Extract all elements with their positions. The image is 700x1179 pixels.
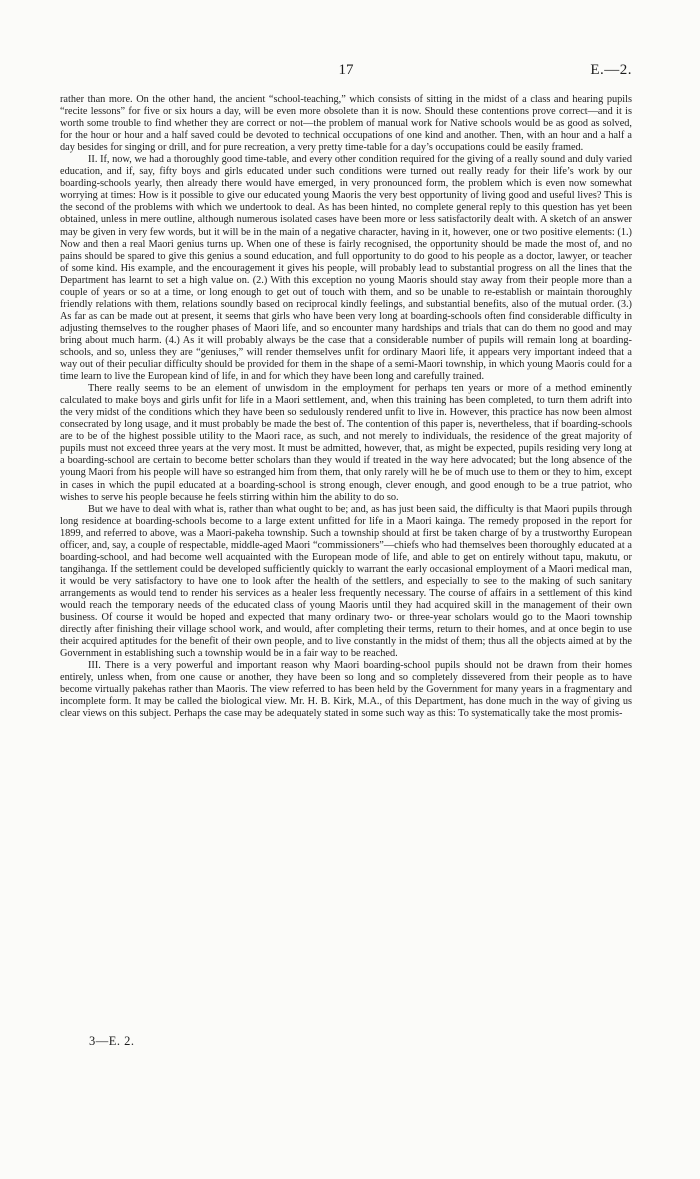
page-header	[60, 62, 632, 80]
signature-mark: 3—E. 2.	[89, 1034, 135, 1048]
paragraph: rather than more. On the other hand, the ancient “school-teaching,” which consists of sitting in the midst of a class and hearing pupils “recite lessons” for five or six hours a day, will be even more obsolete than it is now. Should these contentions prove correct—and it is worth some trouble to find whether they are correct or not—the problem of manual work for Native schools would be as good as solved, for the hour or hour and a half saved could be devoted to technical occupations of one kind and another. Then, with an hour and a half a day besides for singing or drill, and for pure recreation, a very pretty time-table for a day’s occupations could be easily framed.	[60, 94, 632, 154]
section-code: E.—2.	[590, 62, 632, 78]
paragraph: II. If, now, we had a thoroughly good time-table, and every other condition required for the giving of a really sound and duly varied education, and if, say, fifty boys and girls educated under such conditions were turned out really ready for their life’s work by our boarding-schools yearly, then already there would have emerged, in very pronounced form, the problem which is even now somewhat worrying at times: How is it possible to give our educated young Maoris the very best opportunity of living good and useful lives? This is the second of the problems with which we undertook to deal. As has been hinted, no complete general reply to this question has yet been obtained, unless in mere outline, although numerous isolated cases have been more or less satisfactorily dealt with. A sketch of an answer may be given in very few words, but it will be in the main of a negative character, having in it, however, one or two positive elements: (1.) Now and then a real Maori genius turns up. When one of these is fairly recognised, the opportunity should be made the most of, and no pains should be spared to give this genius a sound education, and full opportunity to do good to his people as a doctor, lawyer, or teacher of some kind. His example, and the encouragement it gives his people, will probably lead to substantial progress on all the lines that the Department has learnt to set a high value on. (2.) With this exception no young Maoris should stay away from their people more than a couple of years or so at a time, or long enough to get out of touch with them, and so be unable to re-establish or maintain thoroughly friendly relations with them, relations soundly based on reciprocal kindly feelings, and substantial benefits, also of the mutual order. (3.) As far as can be made out at present, it seems that girls who have been very long at boarding-schools often find considerable difficulty in adjusting themselves to the rougher phases of Maori life, and so encounter many hardships and trials that can do them no good and may bring about much harm. (4.) As it will probably always be the case that a considerable number of pupils will remain long at boarding-schools, and so, unless they are “geniuses,” will render themselves unfit for ordinary Maori life, it appears very important indeed that a way out of their peculiar difficulty should be provided for them in the shape of a semi-Maori township, in which young Maoris could for a time learn to live the European kind of life, in and for which they have been long and carefully trained.	[60, 154, 632, 383]
paragraph: III. There is a very powerful and important reason why Maori boarding-school pupils should not be drawn from their homes entirely, unless when, from one cause or another, they have been so long and so completely dissevered from their people as to have become virtually pakehas rather than Maoris. The view referred to has been held by the Government for many years in a fragmentary and incomplete form. It may be called the biological view. Mr. H. B. Kirk, M.A., of this Department, has done much in the way of giving us clear views on this subject. Perhaps the case may be adequately stated in some such way as this: To systematically take the most promis-	[60, 660, 632, 720]
page-number: 17	[338, 62, 354, 78]
body-text	[60, 94, 632, 720]
paragraph: There really seems to be an element of unwisdom in the employment for perhaps ten years or more of a method eminently calculated to make boys and girls unfit for life in a Maori settlement, and, when this training has been completed, to turn them adrift into the very midst of the conditions which they have been so sedulously rendered unfit to live in. However, this practice has now been almost consecrated by long usage, and it must probably be made the best of. The contention of this paper is, nevertheless, that if boarding-schools are to be of the highest possible utility to the Maori race, as such, and not merely to individuals, the residence of the great majority of pupils must not exceed three years at the very most. It must be admitted, however, that, as might be expected, pupils residing very long at a boarding-school are certain to become better scholars than they would if treated in the way here advocated; but the long absence of the young Maori from his people will have so estranged him from them, that only rarely will he be of much use to them or they to him, except in cases in which the pupil educated at a boarding-school is strong enough, clever enough, and good enough to be a true patriot, who wishes to serve his people because he feels stirring within him the ability to do so.	[60, 383, 632, 503]
paragraph: But we have to deal with what is, rather than what ought to be; and, as has just been said, the difficulty is that Maori pupils through long residence at boarding-schools become to a large extent unfitted for life in a Maori kainga. The remedy proposed in the report for 1899, and referred to above, was a Maori-pakeha township. Such a township should at first be taken charge of by a trustworthy European officer, and, say, a couple of respectable, middle-aged Maori “commissioners”—chiefs who had themselves been thoroughly educated at a boarding-school, and had become well acquainted with the European mode of life, and able to get on entirely without tapu, makutu, or tangihanga. If the settlement could be developed sufficiently quickly to warrant the early occasional employment of a Maori medical man, it would be very satisfactory to have one to look after the health of the settlers, and especially to see to the making of such sanitary arrangements as would tend to render his services as a healer less frequently necessary. The course of affairs in a settlement of this kind would reach the temporary needs of the educated class of young Maoris until they had acquired skill in the management of their own business. Of course it would be hoped and expected that many ordinary two- or three-year scholars would go to the Maori township directly after finishing their village school work, and would, after completing their terms, return to their homes, and at once begin to use their acquired aptitudes for the benefit of their own people, and to live constantly in the midst of them; thus all the objects aimed at by the Government in establishing such a township would be in a fair way to be reached.	[60, 503, 632, 660]
